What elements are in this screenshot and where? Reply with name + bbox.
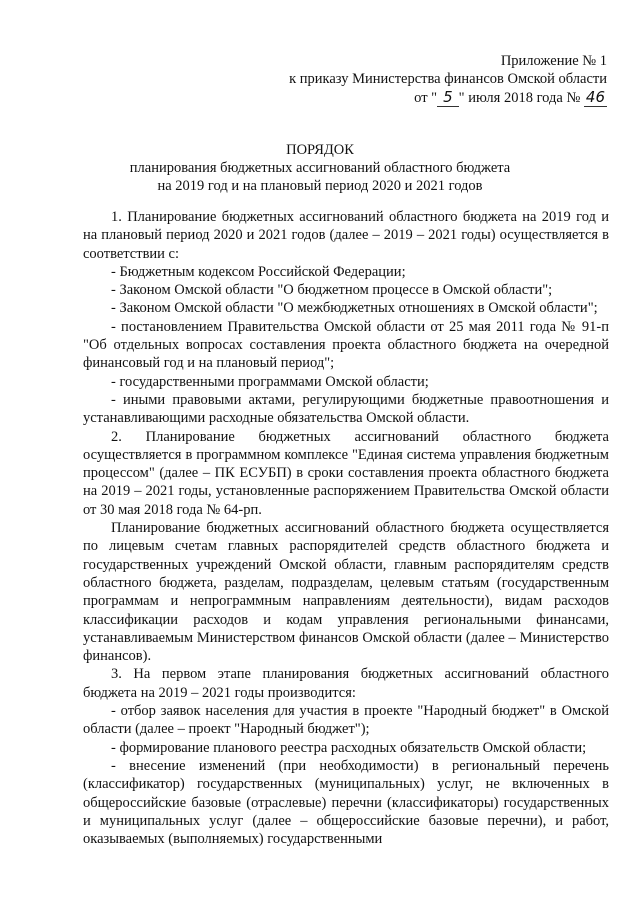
- paragraph: - государственными программами Омской области;: [111, 373, 429, 390]
- handwritten-number: 46: [585, 88, 605, 106]
- title-subtitle-2: на 2019 год и на плановый период 2020 и 2021 годов: [157, 178, 483, 194]
- appendix-date-prefix: от ": [414, 90, 438, 106]
- paragraph: Планирование бюджетных ассигнований областного бюджета осуществляется по лицевым счетам главных распорядителей средств областного бюджета и государственных учреждений Омской области, главным распорядителям средств областного бюджета, разделам, подразделам, целевым статьям (государственным программам и непрограммным направлениям деятельности), видам расходов классификации расходов и кодам управления региональными финансами, устанавливаемым Министерством финансов Омской области (далее – Министерство финансов).: [83, 520, 609, 665]
- document-body: [83, 208, 609, 848]
- paragraph: - формирование планового реестра расходных обязательств Омской области;: [111, 739, 587, 756]
- paragraph: - Бюджетным кодексом Российской Федерации;: [111, 263, 406, 280]
- paragraph: 2. Планирование бюджетных ассигнований областного бюджета осуществляется в программном комплексе "Единая система управления бюджетным процессом" (далее – ПК ЕСУБП) в сроки составления проекта областного бюджета на 2019 – 2021 годы, установленные распоряжением Правительства Омской области от 30 мая 2018 года № 64-рп.: [83, 428, 609, 518]
- paragraph: 3. На первом этапе планирования бюджетных ассигнований областного бюджета на 2019 – 2021 годы производится:: [83, 666, 609, 701]
- appendix-line-2: к приказу Министерства финансов Омской области: [289, 71, 607, 87]
- appendix-date-middle: " июля 2018 года №: [458, 90, 581, 106]
- title-subtitle-1: планирования бюджетных ассигнований областного бюджета: [129, 160, 511, 176]
- handwritten-day: 5: [437, 88, 459, 107]
- appendix-header: [289, 52, 607, 107]
- document-title: [0, 141, 640, 195]
- appendix-line-3: [289, 88, 607, 107]
- paragraph: - Законом Омской области "О бюджетном процессе в Омской области";: [111, 282, 553, 299]
- paragraph: - внесение изменений (при необходимости) в региональный перечень (классификатор) государственных (муниципальных) услуг, не включенных в общероссийские базовые (отраслевые) перечни (классификаторы) государственных и муниципальных услуг (далее – общероссийские базовые перечни), и работ, оказываемых (выполняемых) государственными: [83, 757, 609, 848]
- paragraph: - отбор заявок населения для участия в проекте "Народный бюджет" в Омской области (далее – проект "Народный бюджет");: [83, 703, 609, 738]
- title-heading: ПОРЯДОК: [286, 142, 354, 158]
- paragraph: 1. Планирование бюджетных ассигнований областного бюджета на 2019 год и на плановый период 2020 и 2021 годов (далее – 2019 – 2021 годы) осуществляется в соответствии с:: [83, 209, 609, 262]
- paragraph: - постановлением Правительства Омской области от 25 мая 2011 года № 91-п "Об отдельных вопросах составления проекта областного бюджета на очередной финансовый год и на плановый период";: [83, 318, 609, 372]
- appendix-line-1: Приложение № 1: [500, 53, 607, 69]
- paragraph: - Законом Омской области "О межбюджетных отношениях в Омской области";: [111, 300, 598, 317]
- paragraph: - иными правовыми актами, регулирующими бюджетные правоотношения и устанавливающими расходные обязательства Омской области.: [83, 391, 609, 427]
